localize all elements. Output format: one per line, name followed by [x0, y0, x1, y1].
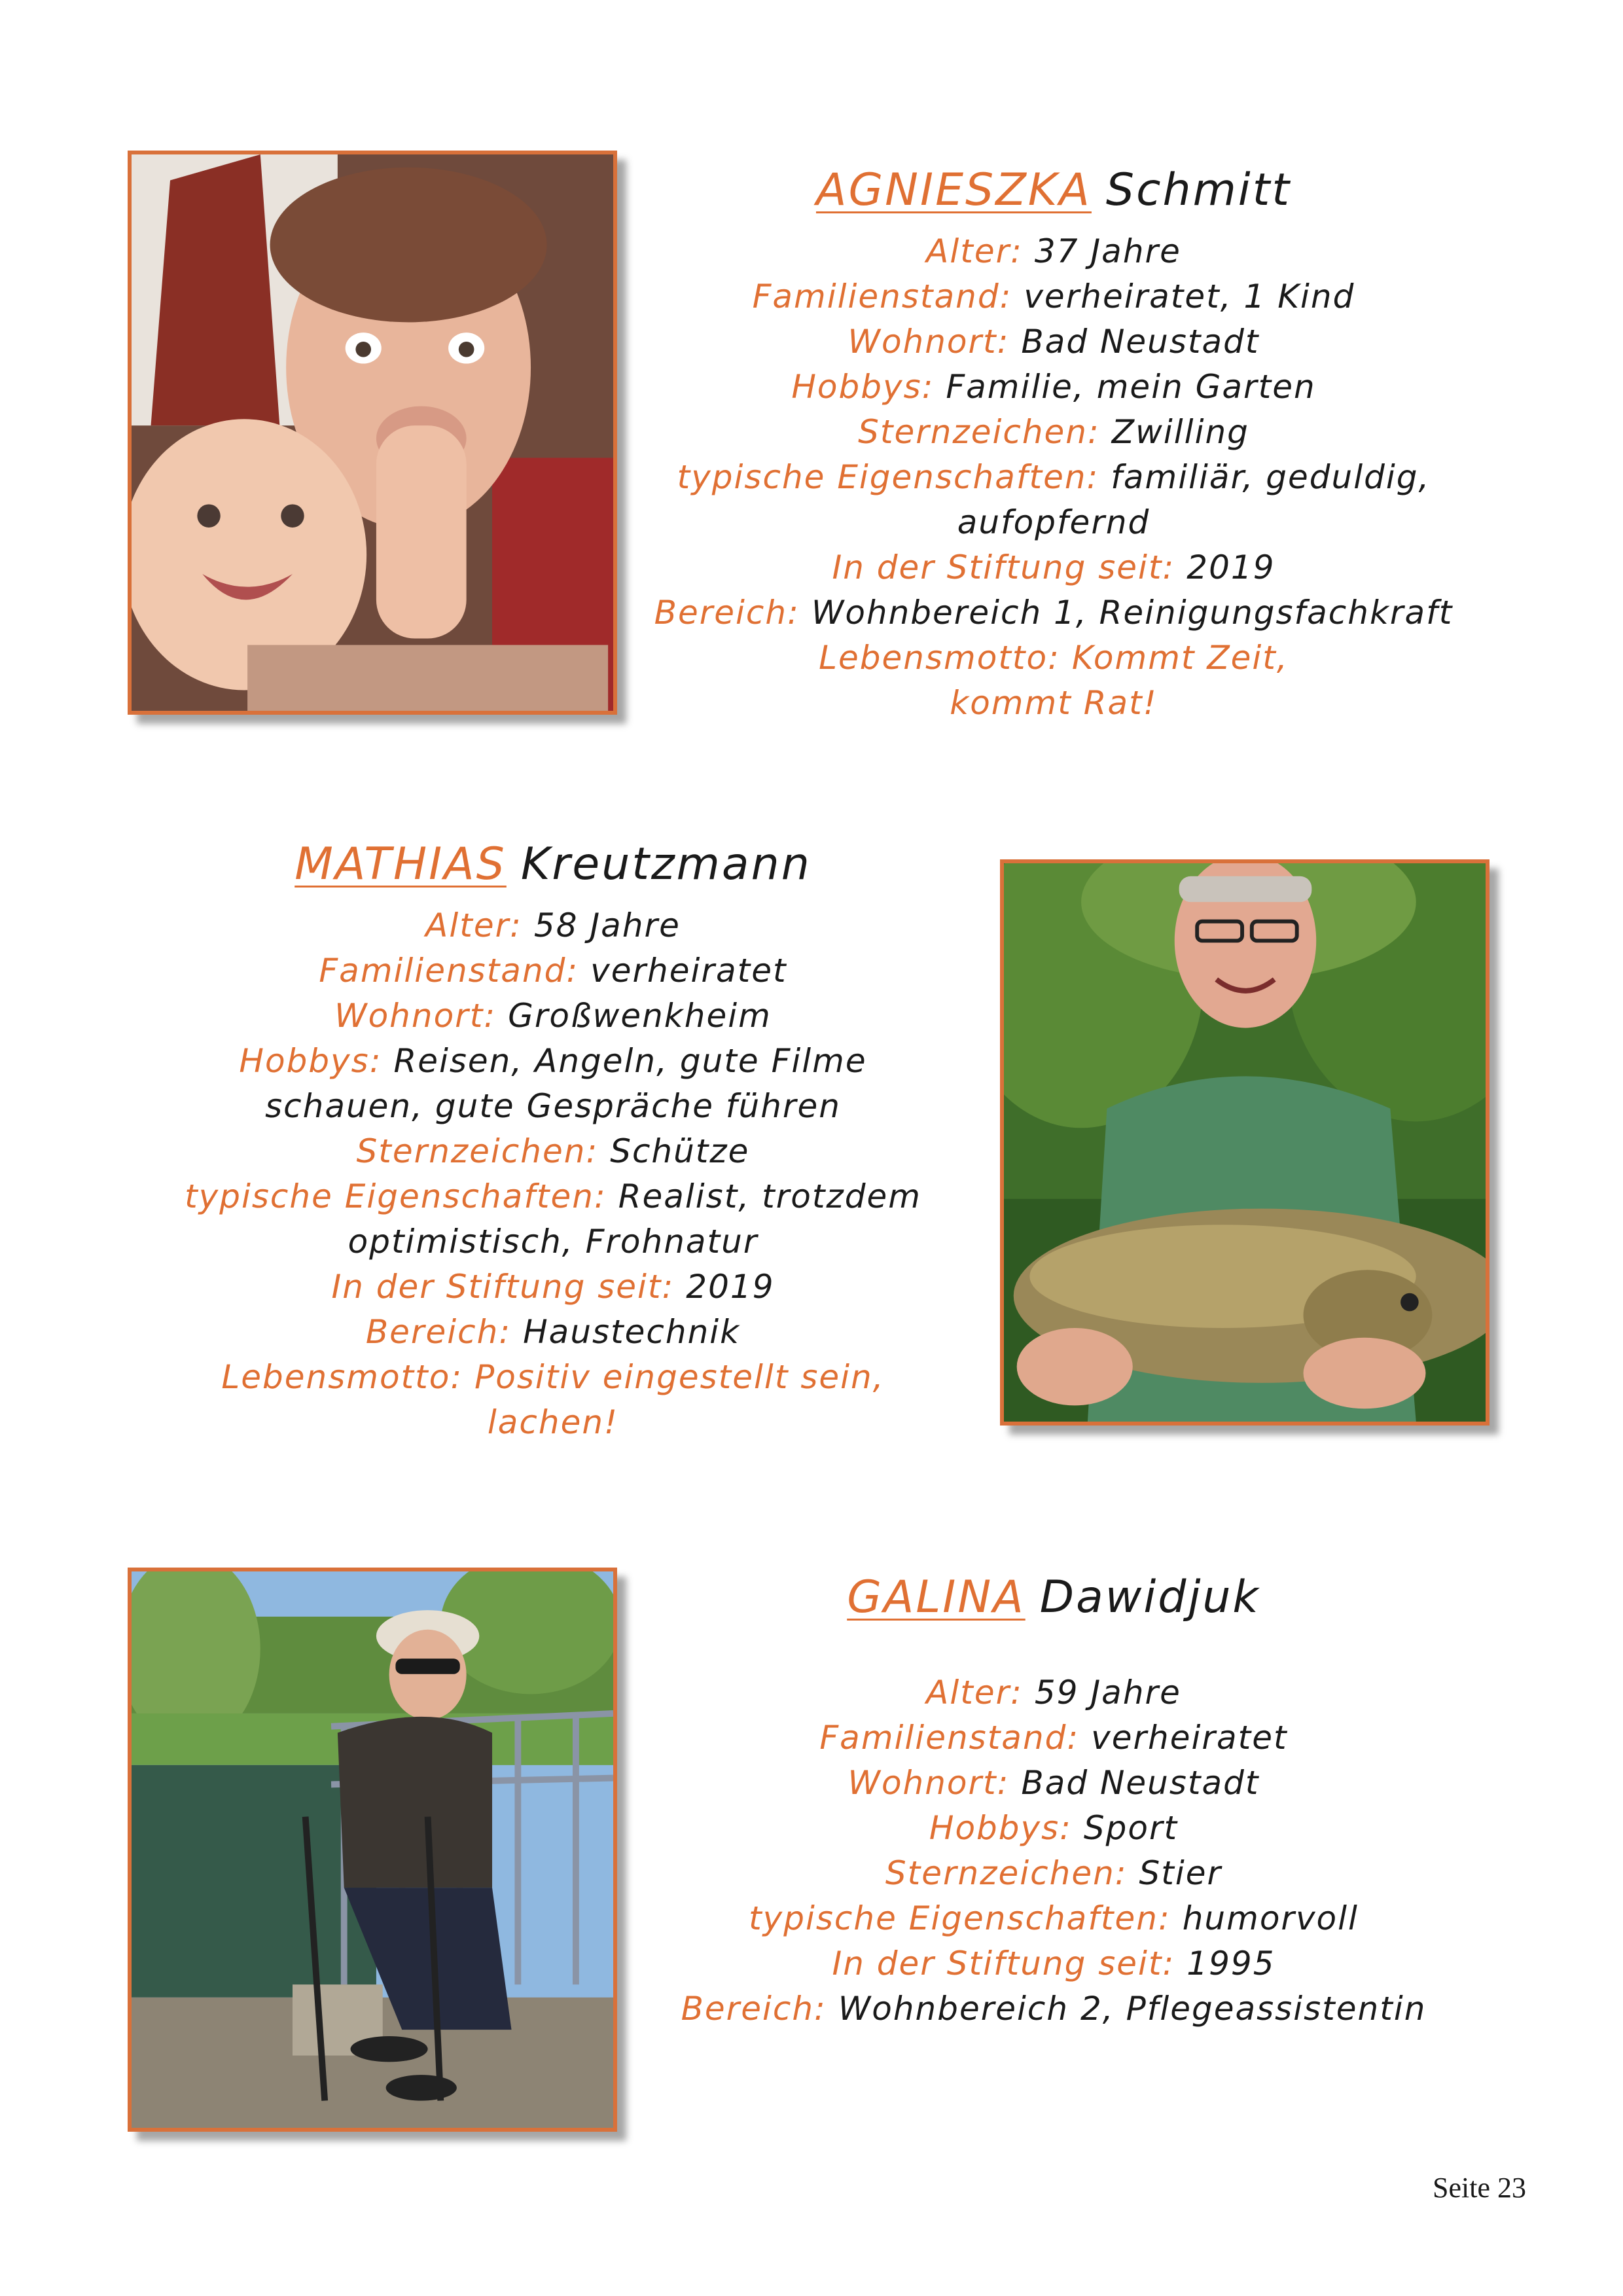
field-value: verheiratet	[590, 951, 787, 990]
field-label: Alter:	[926, 1673, 1024, 1712]
field-label: Sternzeichen:	[885, 1854, 1128, 1892]
field-bereich	[641, 590, 1466, 636]
field-label: Bereich:	[365, 1312, 512, 1351]
field-label: Wohnort:	[334, 996, 497, 1035]
field-sternzeichen	[641, 410, 1466, 455]
first-name: MATHIAS	[294, 838, 507, 890]
field-value: 58 Jahre	[533, 906, 681, 944]
field-eigenschaften-cont	[641, 500, 1466, 545]
last-name: Schmitt	[1105, 164, 1292, 216]
first-name: GALINA	[847, 1571, 1026, 1623]
field-label: In der Stiftung seit:	[832, 548, 1175, 586]
field-value: schauen, gute Gespräche führen	[265, 1086, 841, 1125]
page-number: Seite 23	[1433, 2172, 1526, 2204]
field-label: Hobbys:	[791, 367, 935, 406]
field-wohnort	[641, 1761, 1466, 1806]
field-motto	[157, 1355, 949, 1400]
field-value: familiär, geduldig,	[1111, 457, 1431, 496]
field-label: In der Stiftung seit:	[832, 1944, 1175, 1982]
field-value: Positiv eingestellt sein,	[474, 1357, 885, 1396]
profile-name	[641, 164, 1466, 217]
field-hobbys	[641, 365, 1466, 410]
field-hobbys	[157, 1039, 949, 1084]
profile-galina	[641, 1571, 1466, 2032]
field-value: optimistisch, Frohnatur	[348, 1222, 758, 1261]
field-value: 59 Jahre	[1034, 1673, 1181, 1712]
field-label: Sternzeichen:	[858, 412, 1100, 451]
field-stiftung	[641, 1941, 1466, 1986]
field-alter	[157, 903, 949, 948]
field-value: 37 Jahre	[1034, 232, 1181, 270]
field-motto	[641, 636, 1466, 681]
field-label: typische Eigenschaften:	[749, 1899, 1171, 1937]
field-label: Familienstand:	[319, 951, 579, 990]
field-value: Kommt Zeit,	[1071, 638, 1289, 677]
field-sternzeichen	[157, 1129, 949, 1174]
field-value: Großwenkheim	[508, 996, 772, 1035]
field-label: Bereich:	[681, 1989, 827, 2028]
field-familienstand	[641, 274, 1466, 319]
field-familienstand	[157, 948, 949, 994]
field-label: Alter:	[926, 232, 1024, 270]
field-eigenschaften-cont	[157, 1219, 949, 1265]
field-label: Lebensmotto:	[819, 638, 1060, 677]
photo-agnieszka	[128, 151, 617, 715]
photo-mathias	[1000, 859, 1489, 1426]
field-hobbys-cont	[157, 1084, 949, 1129]
field-sternzeichen	[641, 1851, 1466, 1896]
field-value: Wohnbereich 1, Reinigungsfachkraft	[811, 593, 1454, 632]
field-stiftung	[641, 545, 1466, 590]
profile-name	[641, 1571, 1466, 1624]
field-label: Alter:	[425, 906, 523, 944]
field-value: Haustechnik	[523, 1312, 741, 1351]
field-value: 1995	[1186, 1944, 1275, 1982]
field-value: 2019	[1186, 548, 1275, 586]
field-value: Reisen, Angeln, gute Filme	[393, 1041, 867, 1080]
field-stiftung	[157, 1265, 949, 1310]
profile-agnieszka	[641, 164, 1466, 726]
field-label: Wohnort:	[847, 322, 1010, 361]
field-value: Stier	[1139, 1854, 1222, 1892]
field-alter	[641, 229, 1466, 274]
field-label: In der Stiftung seit:	[331, 1267, 675, 1306]
field-value: Realist, trotzdem	[618, 1177, 921, 1215]
field-label: Hobbys:	[239, 1041, 382, 1080]
field-label: typische Eigenschaften:	[185, 1177, 607, 1215]
field-wohnort	[157, 994, 949, 1039]
photo-mathias-image	[1004, 863, 1486, 1422]
field-alter	[641, 1670, 1466, 1715]
field-value: Zwilling	[1111, 412, 1249, 451]
field-label: Wohnort:	[847, 1763, 1010, 1802]
field-label: Hobbys:	[929, 1808, 1072, 1847]
field-bereich	[157, 1310, 949, 1355]
profile-mathias	[157, 838, 949, 1445]
last-name: Kreutzmann	[520, 838, 812, 890]
field-value: Wohnbereich 2, Pflegeassistentin	[838, 1989, 1427, 2028]
field-value: Schütze	[610, 1132, 750, 1170]
field-eigenschaften	[641, 455, 1466, 500]
field-value: 2019	[686, 1267, 775, 1306]
photo-agnieszka-image	[132, 154, 613, 711]
field-label: Familienstand:	[752, 277, 1012, 315]
field-familienstand	[641, 1715, 1466, 1761]
field-eigenschaften	[641, 1896, 1466, 1941]
field-value: lachen!	[487, 1403, 619, 1441]
field-hobbys	[641, 1806, 1466, 1851]
field-bereich	[641, 1986, 1466, 2032]
field-value: Bad Neustadt	[1021, 1763, 1260, 1802]
field-value: humorvoll	[1182, 1899, 1359, 1937]
field-motto-cont	[157, 1400, 949, 1445]
field-label: Bereich:	[654, 593, 800, 632]
field-wohnort	[641, 319, 1466, 365]
field-value: kommt Rat!	[950, 683, 1158, 722]
field-label: Sternzeichen:	[356, 1132, 599, 1170]
first-name: AGNIESZKA	[815, 164, 1092, 216]
photo-galina-image	[132, 1571, 613, 2128]
photo-galina	[128, 1568, 617, 2132]
field-value: verheiratet, 1 Kind	[1024, 277, 1355, 315]
field-label: typische Eigenschaften:	[677, 457, 1099, 496]
field-motto-cont	[641, 681, 1466, 726]
field-value: aufopfernd	[957, 503, 1150, 541]
field-value: Familie, mein Garten	[946, 367, 1316, 406]
field-label: Lebensmotto:	[221, 1357, 463, 1396]
field-value: verheiratet	[1091, 1718, 1288, 1757]
profile-name	[157, 838, 949, 891]
field-value: Bad Neustadt	[1021, 322, 1260, 361]
field-eigenschaften	[157, 1174, 949, 1219]
field-value: Sport	[1083, 1808, 1179, 1847]
last-name: Dawidjuk	[1039, 1571, 1260, 1623]
field-label: Familienstand:	[819, 1718, 1080, 1757]
